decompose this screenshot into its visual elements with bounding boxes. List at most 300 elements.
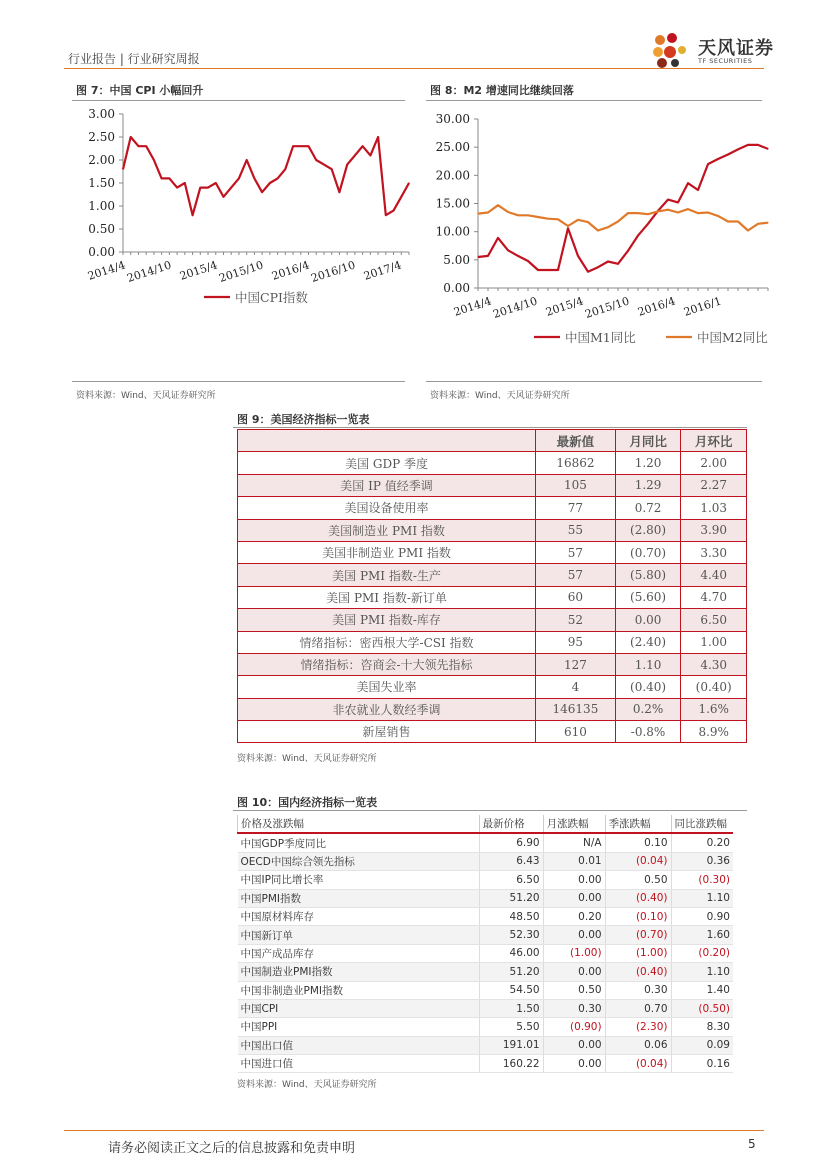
data-point <box>667 209 668 210</box>
data-point <box>697 189 698 190</box>
data-point <box>138 146 139 147</box>
row-label: 美国失业率 <box>238 676 536 698</box>
x-tick-label: 2016/4 <box>270 258 311 283</box>
data-point <box>293 146 294 147</box>
data-point <box>269 182 270 183</box>
value-cell: 57 <box>536 541 616 563</box>
value-cell: (0.70) <box>605 926 671 944</box>
data-point <box>587 222 588 223</box>
legend-label: 中国M1同比 <box>565 330 636 345</box>
x-tick-label: 2015/10 <box>583 294 631 321</box>
value-cell: 191.01 <box>479 1036 543 1054</box>
value-cell: 60 <box>536 586 616 608</box>
data-point <box>577 219 578 220</box>
value-cell: 77 <box>536 497 616 519</box>
header-cell: 最新价格 <box>479 815 543 833</box>
data-point <box>408 182 409 183</box>
data-point <box>477 213 478 214</box>
data-point <box>597 267 598 268</box>
y-tick-label: 30.00 <box>435 112 470 126</box>
value-cell: 0.10 <box>605 833 671 852</box>
data-point <box>285 169 286 170</box>
value-cell: (0.04) <box>605 1055 671 1073</box>
header-cell <box>238 430 536 452</box>
data-point <box>401 196 402 197</box>
data-point <box>707 164 708 165</box>
row-label: 新屋销售 <box>238 721 536 743</box>
data-point <box>277 178 278 179</box>
value-cell: 8.9% <box>681 721 747 743</box>
header-cell: 月同比 <box>615 430 681 452</box>
y-tick-label: 0.50 <box>88 222 115 236</box>
series-line-1 <box>478 205 768 230</box>
fig8-m1-m2-chart <box>426 104 770 359</box>
data-point <box>767 148 768 149</box>
value-cell: 0.00 <box>543 1055 605 1073</box>
x-tick-label: 2016/1 <box>682 294 723 319</box>
table-row <box>238 907 734 925</box>
data-point <box>627 213 628 214</box>
data-point <box>577 255 578 256</box>
data-point <box>354 155 355 156</box>
row-label: 中国原材料库存 <box>238 907 480 925</box>
value-cell: (0.90) <box>543 1018 605 1036</box>
data-point <box>717 215 718 216</box>
x-tick-label: 2014/4 <box>452 294 493 319</box>
data-point <box>737 221 738 222</box>
data-point <box>487 255 488 256</box>
fig8-title: 图 8：M2 增速同比继续回落 <box>430 84 574 97</box>
data-point <box>617 221 618 222</box>
legend-label: 中国M2同比 <box>697 330 768 345</box>
value-cell: 0.50 <box>543 981 605 999</box>
value-cell: 1.6% <box>681 698 747 720</box>
value-cell: (0.04) <box>605 852 671 870</box>
x-tick-label: 2014/10 <box>125 258 173 285</box>
fig10-source: 资料来源：Wind、天风证券研究所 <box>237 1080 377 1090</box>
value-cell: 1.03 <box>681 497 747 519</box>
y-tick-label: 0.00 <box>88 245 115 259</box>
value-cell: 0.30 <box>605 981 671 999</box>
table-row <box>238 944 734 962</box>
table-row <box>238 631 747 653</box>
data-point <box>362 146 363 147</box>
value-cell: 0.00 <box>543 963 605 981</box>
data-point <box>707 212 708 213</box>
value-cell: 2.00 <box>681 452 747 474</box>
table-row <box>238 497 747 519</box>
data-point <box>567 228 568 229</box>
row-label: 非农就业人数经季调 <box>238 698 536 720</box>
header-cell: 价格及涨跌幅 <box>238 815 480 833</box>
data-point <box>130 136 131 137</box>
table-row <box>238 609 747 631</box>
value-cell: 55 <box>536 519 616 541</box>
value-cell: 0.09 <box>671 1036 733 1054</box>
value-cell: 0.16 <box>671 1055 733 1073</box>
value-cell: 0.06 <box>605 1036 671 1054</box>
data-point <box>597 230 598 231</box>
table-row <box>238 586 747 608</box>
row-label: 美国 IP 值经季调 <box>238 474 536 496</box>
row-label: 美国制造业 PMI 指数 <box>238 519 536 541</box>
data-point <box>300 146 301 147</box>
value-cell: 1.29 <box>615 474 681 496</box>
fig7-source: 资料来源：Wind、天风证券研究所 <box>76 391 216 401</box>
table-row <box>238 721 747 743</box>
data-point <box>347 164 348 165</box>
row-label: 中国出口值 <box>238 1036 480 1054</box>
us-indicators-table <box>237 429 747 743</box>
value-cell: 54.50 <box>479 981 543 999</box>
value-cell: 6.43 <box>479 852 543 870</box>
fig7-cpi-chart <box>72 104 417 319</box>
row-label: 美国 PMI 指数-生产 <box>238 564 536 586</box>
data-point <box>153 159 154 160</box>
y-tick-label: 3.00 <box>88 107 115 121</box>
x-tick-label: 2014/10 <box>491 294 539 321</box>
data-point <box>497 205 498 206</box>
value-cell: (5.80) <box>615 564 681 586</box>
fig9-title: 图 9：美国经济指标一览表 <box>237 413 370 426</box>
fig8-rule <box>426 100 762 101</box>
data-point <box>527 260 528 261</box>
x-tick-label: 2017/4 <box>362 258 403 283</box>
data-point <box>667 199 668 200</box>
row-label: 情绪指标：密西根大学-CSI 指数 <box>238 631 536 653</box>
value-cell: 52 <box>536 609 616 631</box>
value-cell: 0.20 <box>671 833 733 852</box>
table-row <box>238 981 734 999</box>
table-row <box>238 926 734 944</box>
row-label: 中国非制造业PMI指数 <box>238 981 480 999</box>
row-label: 中国产成品库存 <box>238 944 480 962</box>
value-cell: (2.80) <box>615 519 681 541</box>
row-label: 美国非制造业 PMI 指数 <box>238 541 536 563</box>
y-tick-label: 15.00 <box>435 196 470 211</box>
row-label: 中国GDP季度同比 <box>238 833 480 852</box>
value-cell: 57 <box>536 564 616 586</box>
data-point <box>607 227 608 228</box>
row-label: 中国制造业PMI指数 <box>238 963 480 981</box>
fig10-title: 图 10：国内经济指标一览表 <box>237 796 378 809</box>
value-cell: (1.00) <box>605 944 671 962</box>
value-cell: 0.00 <box>615 609 681 631</box>
data-point <box>316 159 317 160</box>
data-point <box>557 269 558 270</box>
value-cell: 6.50 <box>479 871 543 889</box>
table-row <box>238 889 734 907</box>
value-cell: 48.50 <box>479 907 543 925</box>
row-label: 中国PMI指数 <box>238 889 480 907</box>
data-point <box>757 223 758 224</box>
row-label: 美国 GDP 季度 <box>238 452 536 474</box>
data-point <box>537 269 538 270</box>
value-cell: (0.40) <box>681 676 747 698</box>
data-point <box>487 212 488 213</box>
data-point <box>617 263 618 264</box>
value-cell: 4.40 <box>681 564 747 586</box>
value-cell: (0.40) <box>605 963 671 981</box>
data-point <box>169 178 170 179</box>
data-point <box>262 192 263 193</box>
data-point <box>687 183 688 184</box>
data-point <box>687 209 688 210</box>
value-cell: 51.20 <box>479 963 543 981</box>
data-point <box>767 222 768 223</box>
data-point <box>517 255 518 256</box>
fig8-source: 资料来源：Wind、天风证券研究所 <box>430 391 570 401</box>
table-row <box>238 1018 734 1036</box>
data-point <box>747 230 748 231</box>
fig10-rule <box>233 810 747 811</box>
value-cell: 0.90 <box>671 907 733 925</box>
fig7-bottom-rule <box>72 381 405 382</box>
series-line-0 <box>123 137 409 215</box>
page-number: 5 <box>748 1137 756 1151</box>
value-cell: 3.90 <box>681 519 747 541</box>
data-point <box>677 212 678 213</box>
value-cell: 5.50 <box>479 1018 543 1036</box>
value-cell: 0.2% <box>615 698 681 720</box>
value-cell: 52.30 <box>479 926 543 944</box>
header-cell: 月环比 <box>681 430 747 452</box>
data-point <box>697 213 698 214</box>
table-row <box>238 1036 734 1054</box>
value-cell: -0.8% <box>615 721 681 743</box>
footer-rule <box>64 1130 764 1131</box>
data-point <box>215 182 216 183</box>
data-point <box>308 146 309 147</box>
value-cell: 0.36 <box>671 852 733 870</box>
fig8-bottom-rule <box>426 381 762 382</box>
value-cell: 51.20 <box>479 889 543 907</box>
table-row <box>238 653 747 675</box>
table-row <box>238 963 734 981</box>
data-point <box>122 169 123 170</box>
header-cell: 月涨跌幅 <box>543 815 605 833</box>
data-point <box>161 178 162 179</box>
data-point <box>537 216 538 217</box>
data-point <box>146 146 147 147</box>
data-point <box>527 215 528 216</box>
data-point <box>637 213 638 214</box>
y-tick-label: 5.00 <box>443 252 470 267</box>
data-point <box>192 215 193 216</box>
value-cell: 1.00 <box>681 631 747 653</box>
y-tick-label: 1.50 <box>88 176 115 190</box>
value-cell: 0.00 <box>543 926 605 944</box>
value-cell: (2.30) <box>605 1018 671 1036</box>
value-cell: 0.72 <box>615 497 681 519</box>
value-cell: (0.20) <box>671 944 733 962</box>
data-point <box>627 250 628 251</box>
data-point <box>497 237 498 238</box>
value-cell: 0.00 <box>543 1036 605 1054</box>
value-cell: 0.00 <box>543 889 605 907</box>
data-point <box>378 136 379 137</box>
fig7-rule <box>72 100 405 101</box>
x-tick-label: 2015/4 <box>178 258 219 283</box>
data-point <box>184 182 185 183</box>
value-cell: 1.50 <box>479 999 543 1017</box>
data-point <box>647 214 648 215</box>
data-point <box>200 187 201 188</box>
table-row <box>238 999 734 1017</box>
data-point <box>223 196 224 197</box>
y-tick-label: 20.00 <box>435 168 470 183</box>
value-cell: 46.00 <box>479 944 543 962</box>
data-point <box>238 178 239 179</box>
row-label: 美国 PMI 指数-新订单 <box>238 586 536 608</box>
row-label: 美国 PMI 指数-库存 <box>238 609 536 631</box>
data-point <box>331 169 332 170</box>
x-tick-label: 2015/10 <box>217 258 265 285</box>
data-point <box>517 215 518 216</box>
fig9-source: 资料来源：Wind、天风证券研究所 <box>237 754 377 764</box>
data-point <box>323 164 324 165</box>
row-label: 情绪指标：咨商会-十大领先指标 <box>238 653 536 675</box>
table-row <box>238 698 747 720</box>
data-point <box>727 154 728 155</box>
row-label: 中国PPI <box>238 1018 480 1036</box>
value-cell: 0.30 <box>543 999 605 1017</box>
data-point <box>507 250 508 251</box>
value-cell: 1.10 <box>671 963 733 981</box>
data-point <box>254 178 255 179</box>
footer-disclaimer: 请务必阅读正文之后的信息披露和免责申明 <box>108 1141 356 1156</box>
series-line-0 <box>478 145 768 272</box>
header-cell: 同比涨跌幅 <box>671 815 733 833</box>
table-row <box>238 564 747 586</box>
value-cell: N/A <box>543 833 605 852</box>
y-tick-label: 1.00 <box>88 199 115 213</box>
value-cell: 4.30 <box>681 653 747 675</box>
y-tick-label: 10.00 <box>435 224 470 239</box>
data-point <box>231 187 232 188</box>
data-point <box>717 158 718 159</box>
x-tick-label: 2016/10 <box>309 258 357 285</box>
data-point <box>587 271 588 272</box>
x-tick-label: 2014/4 <box>86 258 127 283</box>
value-cell: 95 <box>536 631 616 653</box>
fig7-title: 图 7：中国 CPI 小幅回升 <box>76 84 204 97</box>
report-header-title: 行业报告 | 行业研究周报 <box>68 52 200 66</box>
value-cell: 1.40 <box>671 981 733 999</box>
table-row <box>238 452 747 474</box>
data-point <box>370 155 371 156</box>
data-point <box>557 219 558 220</box>
table-row <box>238 541 747 563</box>
data-point <box>246 159 247 160</box>
fig9-rule <box>233 427 747 428</box>
row-label: OECD中国综合领先指标 <box>238 852 480 870</box>
table-row <box>238 833 734 852</box>
y-tick-label: 2.00 <box>88 153 115 167</box>
row-label: 中国CPI <box>238 999 480 1017</box>
table-row <box>238 519 747 541</box>
value-cell: 4.70 <box>681 586 747 608</box>
cn-indicators-table <box>237 815 733 1073</box>
data-point <box>177 187 178 188</box>
data-point <box>657 211 658 212</box>
value-cell: (5.60) <box>615 586 681 608</box>
data-point <box>567 225 568 226</box>
data-point <box>737 149 738 150</box>
value-cell: (1.00) <box>543 944 605 962</box>
data-point <box>207 187 208 188</box>
value-cell: (2.40) <box>615 631 681 653</box>
value-cell: 0.20 <box>543 907 605 925</box>
value-cell: (0.30) <box>671 871 733 889</box>
y-tick-label: 0.00 <box>443 281 470 295</box>
header-cell: 最新值 <box>536 430 616 452</box>
table-row <box>238 676 747 698</box>
value-cell: (0.40) <box>605 889 671 907</box>
value-cell: (0.50) <box>671 999 733 1017</box>
data-point <box>647 223 648 224</box>
value-cell: 2.27 <box>681 474 747 496</box>
value-cell: 0.70 <box>605 999 671 1017</box>
data-point <box>385 215 386 216</box>
value-cell: 1.10 <box>671 889 733 907</box>
data-point <box>757 144 758 145</box>
value-cell: 6.90 <box>479 833 543 852</box>
table-row <box>238 852 734 870</box>
value-cell: 8.30 <box>671 1018 733 1036</box>
table-row <box>238 474 747 496</box>
data-point <box>393 210 394 211</box>
y-tick-label: 25.00 <box>435 140 470 155</box>
data-point <box>607 261 608 262</box>
y-tick-label: 2.50 <box>88 130 115 144</box>
value-cell: 0.01 <box>543 852 605 870</box>
value-cell: (0.10) <box>605 907 671 925</box>
data-point <box>339 192 340 193</box>
x-tick-label: 2015/4 <box>544 294 585 319</box>
row-label: 中国进口值 <box>238 1055 480 1073</box>
row-label: 中国新订单 <box>238 926 480 944</box>
header-cell: 季涨跌幅 <box>605 815 671 833</box>
table-row <box>238 1055 734 1073</box>
value-cell: 0.00 <box>543 871 605 889</box>
value-cell: 4 <box>536 676 616 698</box>
row-label: 美国设备使用率 <box>238 497 536 519</box>
value-cell: (0.40) <box>615 676 681 698</box>
logo-subtext: TF SECURITIES <box>698 57 753 65</box>
value-cell: 160.22 <box>479 1055 543 1073</box>
data-point <box>547 269 548 270</box>
value-cell: 6.50 <box>681 609 747 631</box>
x-tick-label: 2016/4 <box>636 294 677 319</box>
data-point <box>637 235 638 236</box>
value-cell: 3.30 <box>681 541 747 563</box>
data-point <box>507 211 508 212</box>
data-point <box>747 144 748 145</box>
logo-text: 天风证券 <box>698 38 774 59</box>
value-cell: 127 <box>536 653 616 675</box>
value-cell: 1.60 <box>671 926 733 944</box>
data-point <box>547 218 548 219</box>
value-cell: 16862 <box>536 452 616 474</box>
data-point <box>677 202 678 203</box>
value-cell: (0.70) <box>615 541 681 563</box>
row-label: 中国IP同比增长率 <box>238 871 480 889</box>
legend-label: 中国CPI指数 <box>235 290 308 305</box>
data-point <box>477 256 478 257</box>
value-cell: 105 <box>536 474 616 496</box>
value-cell: 0.50 <box>605 871 671 889</box>
